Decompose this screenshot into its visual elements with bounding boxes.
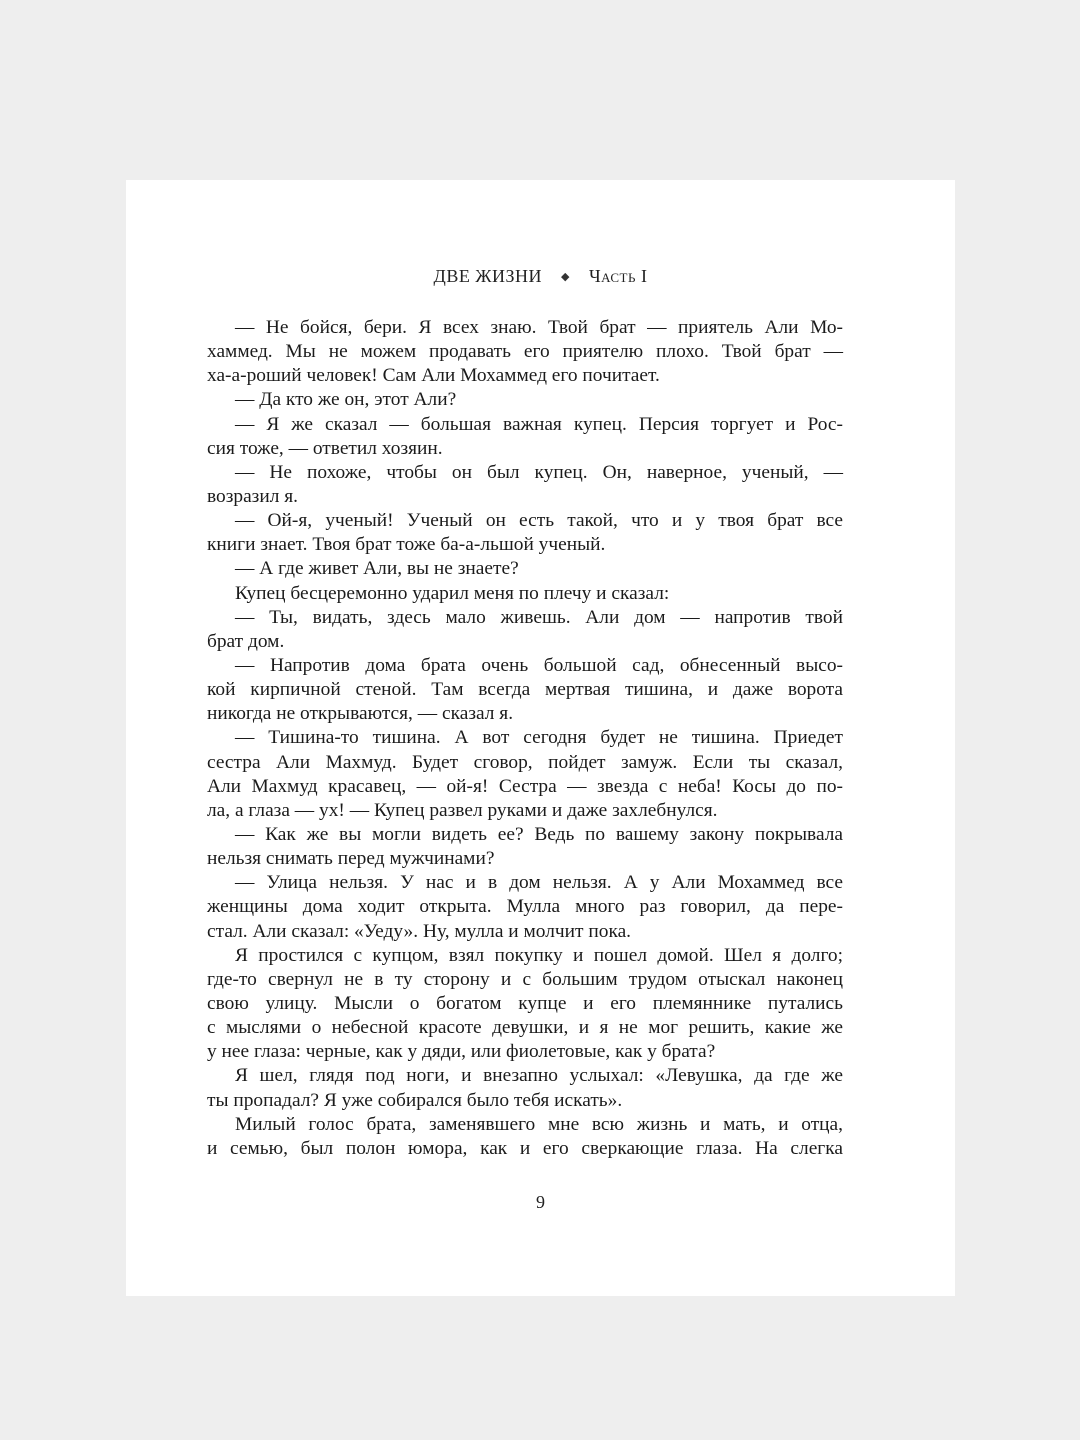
text-line: женщины дома ходит открыта. Мулла много раз говорил, да пере- — [207, 896, 843, 918]
text-line: — Напротив дома брата очень большой сад, обнесенный высо- — [235, 654, 843, 676]
body-text — [207, 316, 843, 1161]
text-line: сестра Али Махмуд. Будет сговор, пойдет замуж. Если ты сказал, — [207, 751, 843, 773]
text-line: Я простился с купцом, взял покупку и пошел домой. Шел я долго; — [235, 944, 843, 966]
text-line: ты пропадал? Я уже собирался было тебя искать». — [207, 1089, 623, 1111]
text-line: свою улицу. Мысли о богатом купце и его племяннике путались — [207, 992, 843, 1014]
text-line: — Тишина-то тишина. А вот сегодня будет не тишина. Приедет — [235, 727, 843, 749]
text-line: стал. Али сказал: «Уеду». Ну, мулла и молчит пока. — [207, 920, 632, 942]
text-line: — Как же вы могли видеть ее? Ведь по вашему закону покрывала — [235, 823, 843, 845]
text-line: Купец бесцеремонно ударил меня по плечу и сказал: — [235, 582, 670, 604]
text-line: — Ты, видать, здесь мало живешь. Али дом — напротив твой — [235, 606, 843, 628]
text-line: никогда не открываются, — сказал я. — [207, 703, 514, 725]
text-line: — Не бойся, бери. Я всех знаю. Твой брат — приятель Али Мо- — [235, 317, 843, 338]
text-line: с мыслями о небесной красоте девушки, и я не мог решить, какие же — [207, 1017, 843, 1039]
text-line: и семью, был полон юмора, как и его сверкающие глаза. На слегка — [207, 1137, 843, 1159]
book-title: ДВЕ ЖИЗНИ — [433, 266, 542, 286]
text-line: у нее глаза: черные, как у дяди, или фиолетовые, как у брата? — [207, 1041, 716, 1063]
part-label: Часть I — [588, 266, 648, 286]
text-line: кой кирпичной стеной. Там всегда мертвая тишина, и даже ворота — [207, 679, 843, 701]
text-line: — А где живет Али, вы не знаете? — [235, 558, 519, 580]
text-line: — Не похоже, чтобы он был купец. Он, наверное, ученый, — — [235, 461, 843, 483]
text-line: хаммед. Мы не можем продавать его приятелю плохо. Твой брат — — [207, 341, 843, 363]
text-line: брат дом. — [207, 630, 285, 652]
text-line: Милый голос брата, заменявшего мне всю жизнь и мать, и отца, — [235, 1113, 843, 1135]
text-line: книги знает. Твоя брат тоже ба-а-льшой ученый. — [207, 534, 606, 556]
text-line: сия тоже, — ответил хозяин. — [207, 437, 443, 459]
text-line: Я шел, глядя под ноги, и внезапно услыхал: «Левушка, да где же — [235, 1065, 843, 1087]
text-line: нельзя снимать перед мужчинами? — [207, 848, 495, 870]
text-line: возразил я. — [207, 485, 299, 507]
text-line: Али Махмуд красавец, — ой-я! Сестра — звезда с неба! Косы до по- — [207, 775, 843, 797]
text-line: где-то свернул не в ту сторону и с большим трудом отыскал наконец — [207, 968, 843, 990]
text-line: — Я же сказал — большая важная купец. Персия торгует и Рос- — [235, 413, 843, 435]
text-line: — Улица нельзя. У нас и в дом нельзя. А у Али Мохаммед все — [235, 872, 843, 894]
book-page — [126, 180, 955, 1296]
text-line: ла, а глаза — ух! — Купец развел руками и даже захлебнулся. — [207, 799, 718, 821]
running-head — [126, 266, 955, 287]
text-line: ха-а-роший человек! Сам Али Мохаммед его почитает. — [207, 365, 660, 387]
page-number: 9 — [536, 1192, 545, 1212]
text-line: — Ой-я, ученый! Ученый он есть такой, что и у твоя брат все — [235, 510, 843, 532]
diamond-separator-icon: ◆ — [560, 271, 570, 283]
text-line: — Да кто же он, этот Али? — [235, 389, 457, 411]
